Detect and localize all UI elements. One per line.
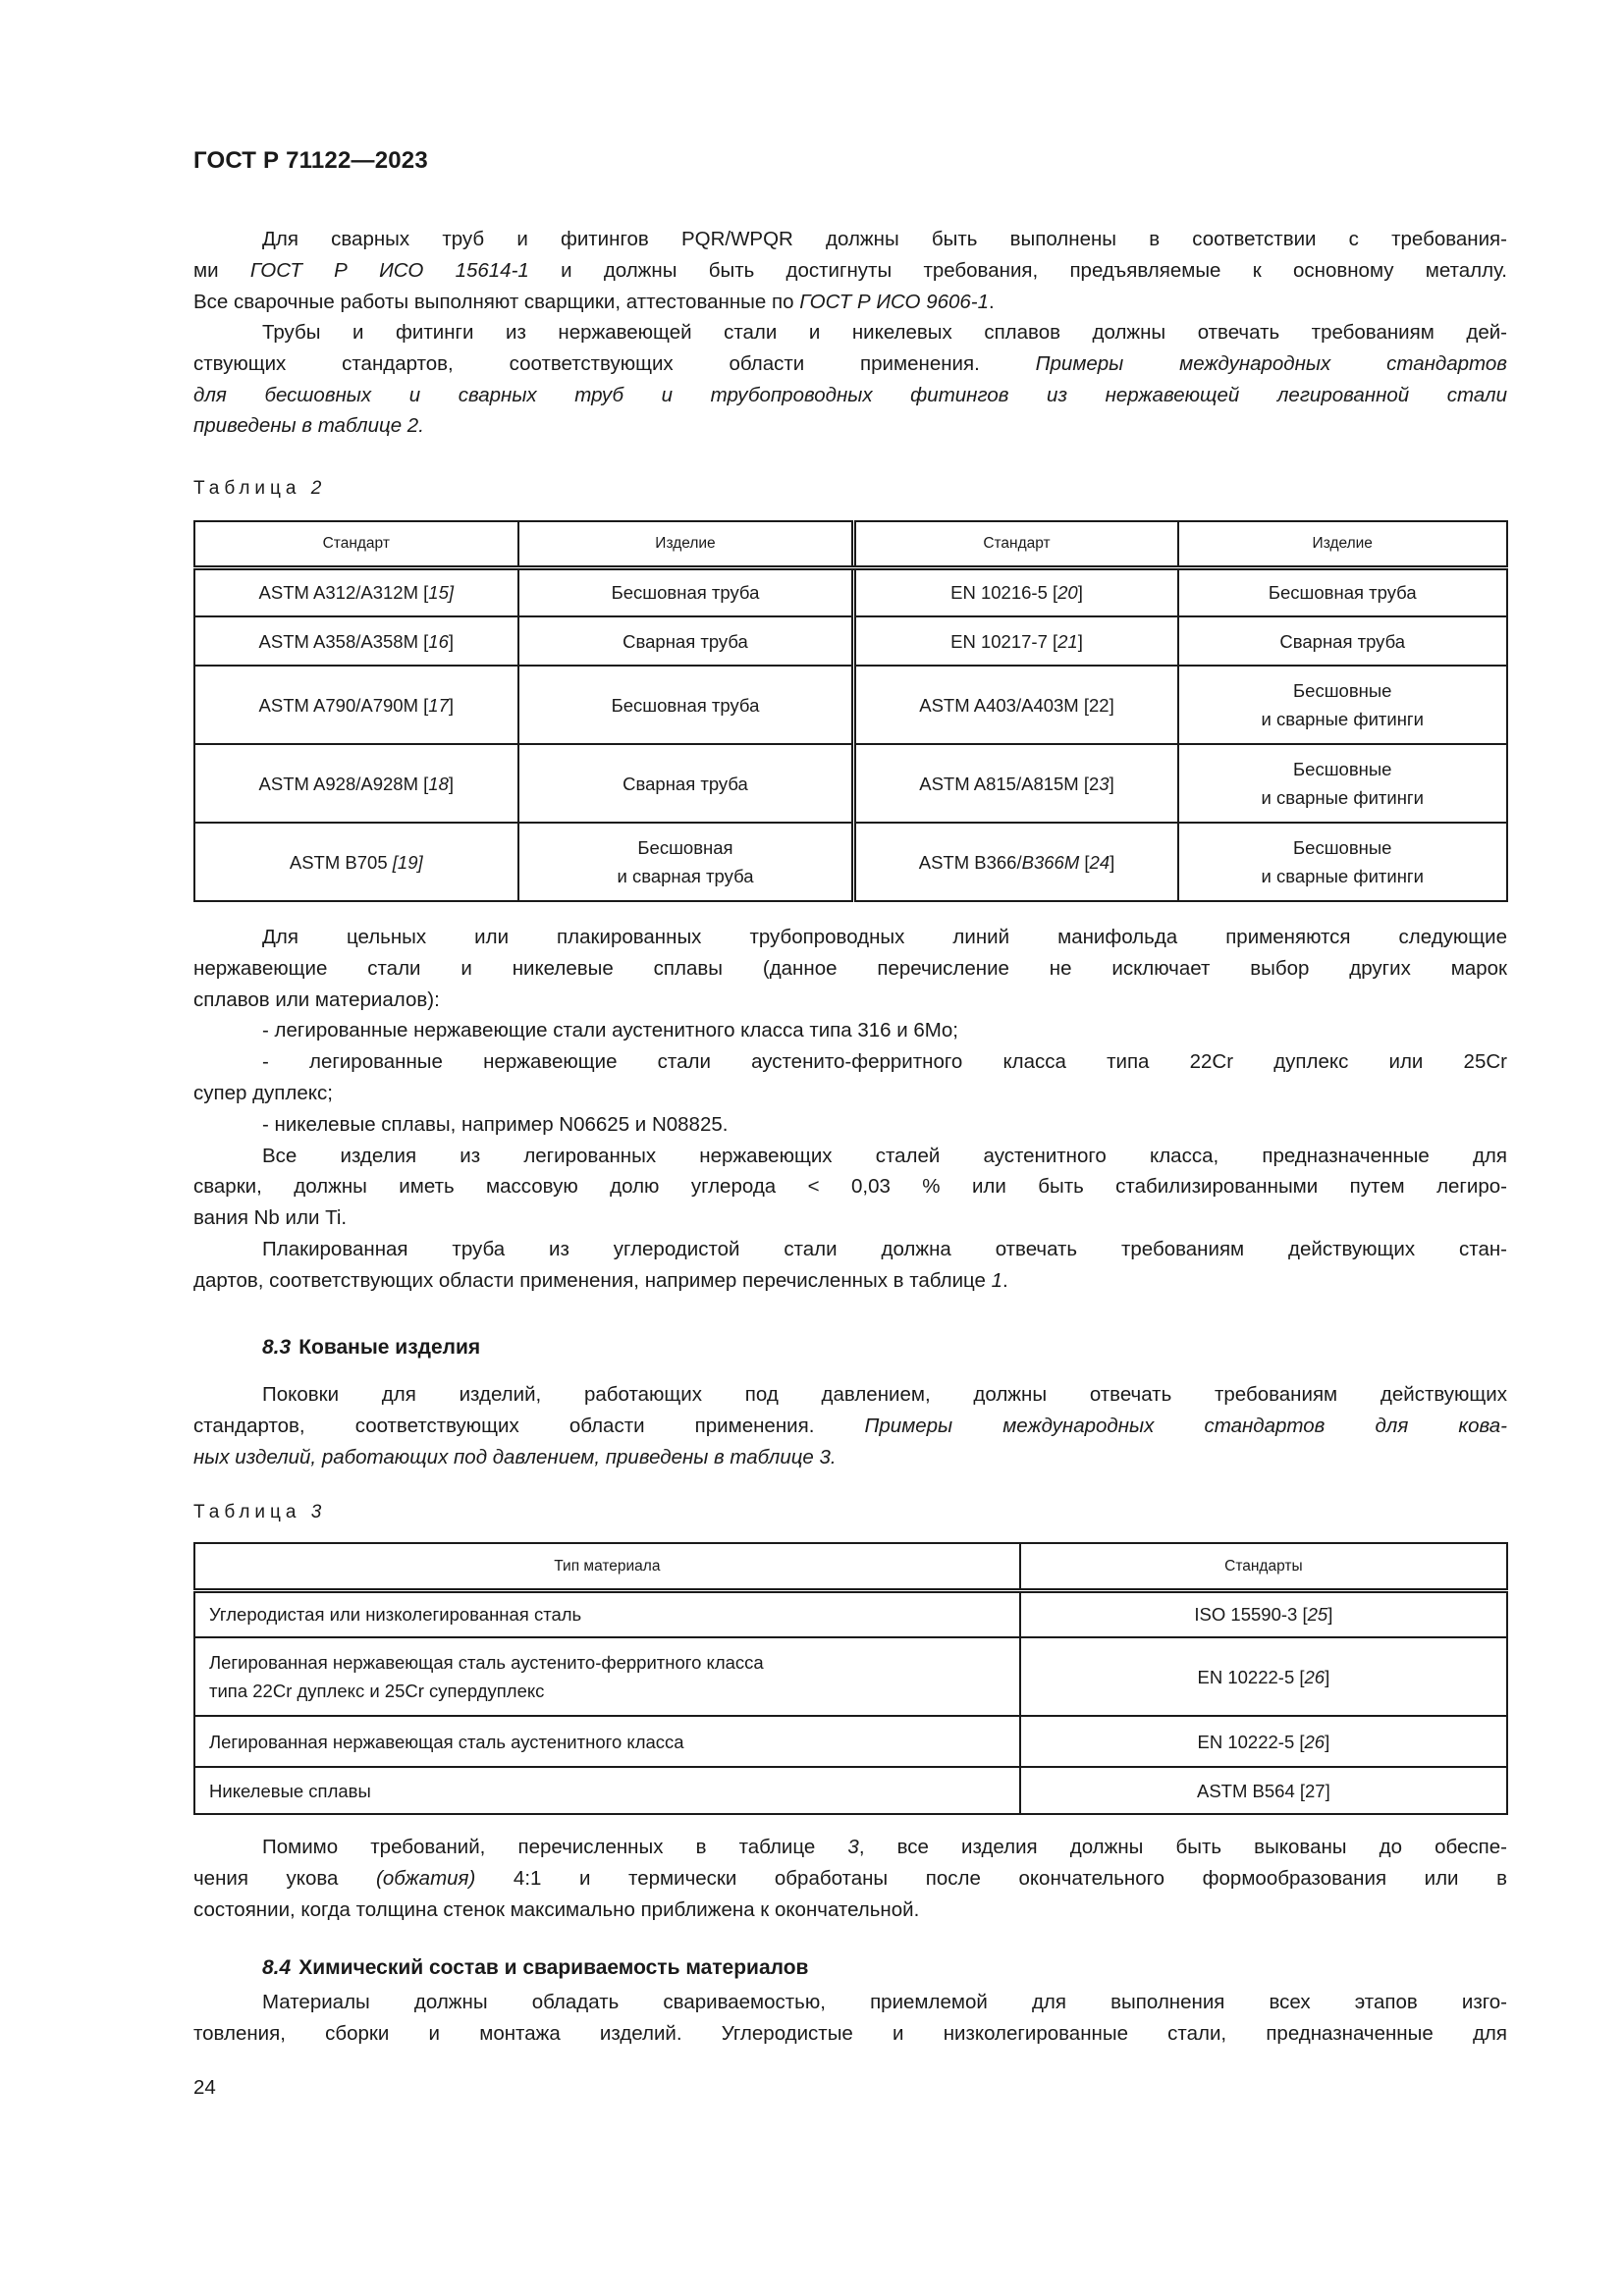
text-line: состоянии, когда толщина стенок максимально приближена к окончательной.: [193, 1897, 920, 1921]
text-line: приведены в таблице 2.: [193, 414, 424, 438]
list-item: - легированные нержавеющие стали аустенитного класса типа 316 и 6Mo;: [262, 1019, 958, 1042]
list-item-continuation: супер дуплекс;: [193, 1081, 333, 1104]
text-line: ствующих стандартов, соответствующих области применения. Примеры международных стандартов: [193, 351, 1507, 375]
text-line: вания Nb или Ti.: [193, 1206, 348, 1230]
table-row: Никелевые сплавы ASTM B564 [27]: [194, 1767, 1507, 1814]
table-row: Легированная нержавеющая сталь аустенито-ферритного класса типа 22Cr дуплекс и 25Cr супердуплекс EN 10222-5 [26]: [194, 1637, 1507, 1716]
text-line: Для сварных труб и фитингов PQR/WPQR должны быть выполнены в соответствии с требования-: [262, 228, 1507, 250]
text-line: Все изделия из легированных нержавеющих сталей аустенитного класса, предназначенные для: [262, 1144, 1507, 1167]
paragraph-manifold-materials: [193, 922, 1507, 1297]
table-row: ASTM A312/A312M [15] Бесшовная труба EN 10216-5 [20] Бесшовная труба: [194, 567, 1507, 616]
paragraph-forgings: [193, 1379, 1507, 1472]
table-row: Легированная нержавеющая сталь аустенитного класса EN 10222-5 [26]: [194, 1716, 1507, 1767]
paragraph-stainless-pipes: [193, 317, 1507, 442]
text-line: Плакированная труба из углеродистой стали должна отвечать требованиям действующих стан-: [262, 1237, 1507, 1260]
standard-reference: ГОСТ Р ИСО 9606-1: [799, 290, 990, 313]
paragraph-weldability: [193, 1987, 1507, 2050]
table-2-standards: [193, 520, 1508, 902]
column-header: Стандарты: [1020, 1543, 1507, 1590]
list-item: - никелевые сплавы, например N06625 и N08825.: [262, 1112, 729, 1136]
text-line: нержавеющие стали и никелевые сплавы (данное перечисление не исключает выбор других марок: [193, 956, 1507, 980]
section-heading-8-4: 8.4 Химический состав и свариваемость материалов: [262, 1956, 809, 1979]
text-line: Материалы должны обладать свариваемостью, приемлемой для выполнения всех этапов изго-: [262, 1991, 1507, 2013]
standard-reference: ГОСТ Р ИСО 15614-1: [249, 258, 529, 282]
table-row: ASTM A928/A928M [18] Сварная труба ASTM A815/A815M [23] Бесшовные и сварные фитинги: [194, 744, 1507, 823]
text-line: Помимо требований, перечисленных в таблице 3, все изделия должны быть выкованы до обеспе-: [262, 1836, 1508, 1858]
paragraph-welded-pipes: [193, 224, 1507, 317]
text-line: сварки, должны иметь массовую долю углерода < 0,03 % или быть стабилизированными путем легиро-: [193, 1175, 1507, 1199]
text-line: сплавов или материалов):: [193, 988, 440, 1011]
text-line: ных изделий, работающих под давлением, приведены в таблице 3.: [193, 1445, 837, 1468]
text-line: товления, сборки и монтажа изделий. Углеродистые и низколегированные стали, предназначенные для: [193, 2021, 1507, 2045]
column-header: Тип материала: [194, 1543, 1020, 1590]
section-heading-8-3: 8.3 Кованые изделия: [262, 1336, 481, 1359]
document-header-title: ГОСТ Р 71122—2023: [193, 147, 428, 174]
text-line: чения укова (обжатия) 4:1 и термически обработаны после окончательного формообразования или в: [193, 1866, 1507, 1890]
page-number: 24: [193, 2076, 216, 2099]
column-header: Стандарт: [854, 521, 1178, 567]
table-row: Углеродистая или низколегированная сталь ISO 15590-3 [25]: [194, 1590, 1507, 1637]
text-line: Для цельных или плакированных трубопроводных линий манифольда применяются следующие: [262, 926, 1507, 948]
table-row: ASTM A358/A358M [16] Сварная труба EN 10217-7 [21] Сварная труба: [194, 616, 1507, 666]
text-line: дартов, соответствующих области применения, например перечисленных в таблице 1.: [193, 1268, 1008, 1292]
text-line: Трубы и фитинги из нержавеющей стали и никелевых сплавов должны отвечать требованиям дей-: [262, 321, 1507, 344]
table-2-caption: Таблица 2: [193, 478, 322, 499]
column-header: Изделие: [518, 521, 854, 567]
paragraph-forging-ratio: [193, 1832, 1507, 1925]
table-3-forging-standards: [193, 1542, 1508, 1815]
column-header: Стандарт: [194, 521, 518, 567]
table-3-caption: Таблица 3: [193, 1502, 322, 1522]
text-line: для бесшовных и сварных труб и трубопроводных фитингов из нержавеющей легированной стали: [193, 383, 1507, 406]
list-item: - легированные нержавеющие стали аустенито-ферритного класса типа 22Cr дуплекс или 25Cr: [262, 1050, 1507, 1074]
text-line: стандартов, соответствующих области применения. Примеры международных стандартов для кова-: [193, 1414, 1507, 1437]
text-line: ми ГОСТ Р ИСО 15614-1 и должны быть достигнуты требования, предъявляемые к основному металлу.: [193, 258, 1507, 282]
table-row: ASTM B705 [19] Бесшовная и сварная труба ASTM B366/B366M [24] Бесшовные и сварные фитинги: [194, 823, 1507, 901]
text-line: Поковки для изделий, работающих под давлением, должны отвечать требованиям действующих: [262, 1383, 1507, 1406]
column-header: Изделие: [1178, 521, 1508, 567]
table-row: ASTM A790/A790M [17] Бесшовная труба ASTM A403/A403M [22] Бесшовные и сварные фитинги: [194, 666, 1507, 744]
text-line: Все сварочные работы выполняют сварщики, аттестованные по ГОСТ Р ИСО 9606-1.: [193, 290, 995, 313]
